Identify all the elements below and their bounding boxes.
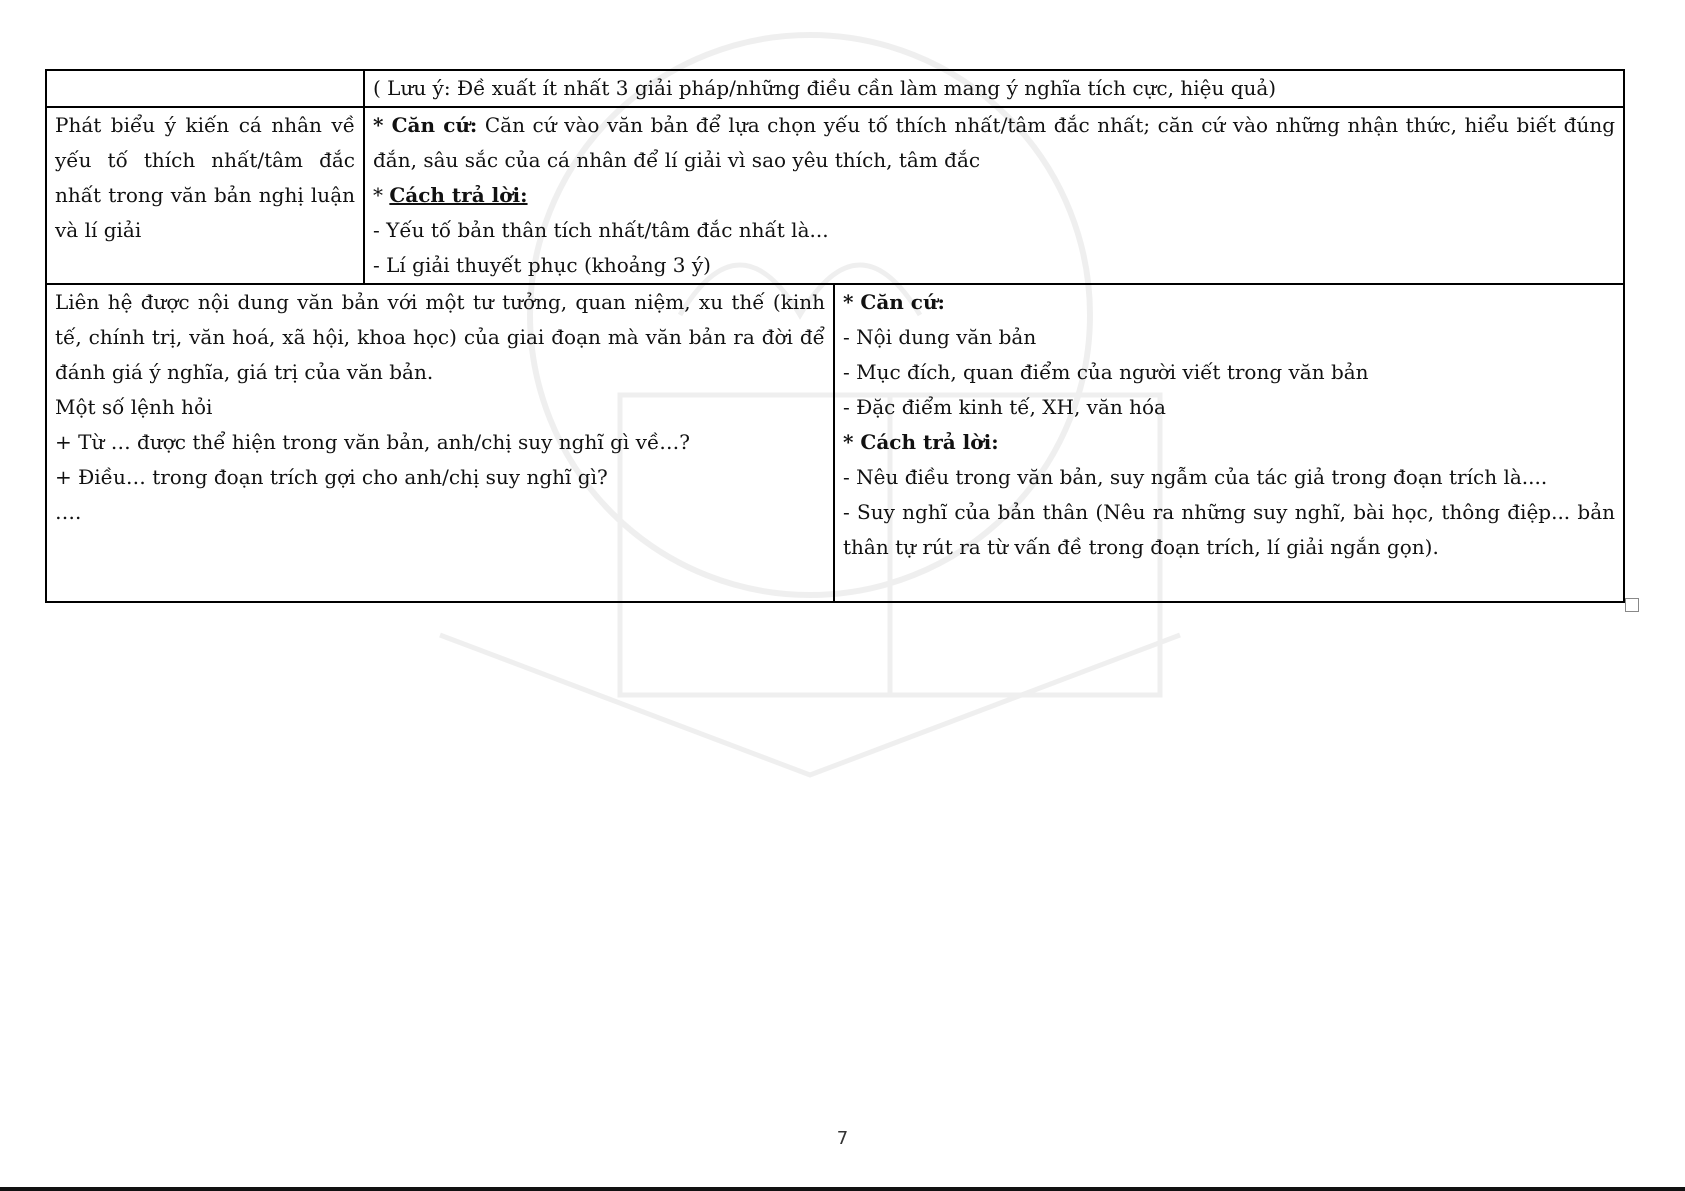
cach-tra-loi-label: Cách trả lời:	[389, 183, 528, 207]
table-row	[46, 284, 1624, 602]
answer-line: - Lí giải thuyết phục (khoảng 3 ý)	[373, 253, 711, 277]
page-number: 7	[836, 1128, 849, 1149]
cach-tra-loi-label: * Cách trả lời:	[843, 430, 999, 454]
can-cu-label: * Căn cứ:	[373, 113, 478, 137]
criterion-cell	[46, 107, 364, 284]
table-cell-empty	[46, 70, 364, 107]
answer-line: - Suy nghĩ của bản thân (Nêu ra những suy nghĩ, bài học, thông điệp... bản thân tự rút ra từ vấn đề trong đoạn trích, lí giải ngắn gọn).	[843, 500, 1616, 559]
can-cu-label: * Căn cứ:	[843, 290, 945, 314]
question-line: Một số lệnh hỏi	[55, 395, 213, 419]
question-line: + Điều… trong đoạn trích gợi cho anh/chị suy nghĩ gì?	[55, 465, 608, 489]
question-line: + Từ … được thể hiện trong văn bản, anh/chị suy nghĩ gì về…?	[55, 430, 690, 454]
cach-tra-loi-heading	[373, 178, 1615, 213]
table-resize-handle[interactable]	[1625, 598, 1639, 612]
page-bottom-border	[0, 1187, 1685, 1191]
answer-line: - Yếu tố bản thân tích nhất/tâm đắc nhất là...	[373, 218, 829, 242]
connection-intro: Liên hệ được nội dung văn bản với một tư tưởng, quan niệm, xu thế (kinh tế, chính trị, văn hoá, xã hội, khoa học) của giai đoạn mà văn bản ra đời để đánh giá ý nghĩa, giá trị của văn bản.	[55, 290, 825, 384]
basis-item: - Đặc điểm kinh tế, XH, văn hóa	[843, 395, 1166, 419]
table-row	[46, 107, 1624, 284]
cach-prefix: *	[373, 183, 390, 207]
can-cu-text: Căn cứ vào văn bản để lựa chọn yếu tố thích nhất/tâm đắc nhất; căn cứ vào những nhận thức, hiểu biết đúng đắn, sâu sắc của cá nhân để lí giải vì sao yêu thích, tâm đắc	[373, 113, 1616, 172]
table-row	[46, 70, 1624, 107]
basis-item: - Mục đích, quan điểm của người viết trong văn bản	[843, 360, 1369, 384]
note-text: ( Lưu ý: Đề xuất ít nhất 3 giải pháp/những điều cần làm mang ý nghĩa tích cực, hiệu quả)	[373, 76, 1277, 100]
guidance-cell	[364, 107, 1624, 284]
note-cell	[364, 70, 1624, 107]
content-table	[45, 69, 1625, 603]
answer-line: - Nêu điều trong văn bản, suy ngẫm của tác giả trong đoạn trích là....	[843, 465, 1548, 489]
question-line: ….	[55, 500, 82, 524]
basis-cell	[834, 284, 1624, 602]
basis-item: - Nội dung văn bản	[843, 325, 1037, 349]
criterion-text: Phát biểu ý kiến cá nhân về yếu tố thích nhất/tâm đắc nhất trong văn bản nghị luận và lí giải	[55, 113, 355, 242]
connection-cell	[46, 284, 834, 602]
